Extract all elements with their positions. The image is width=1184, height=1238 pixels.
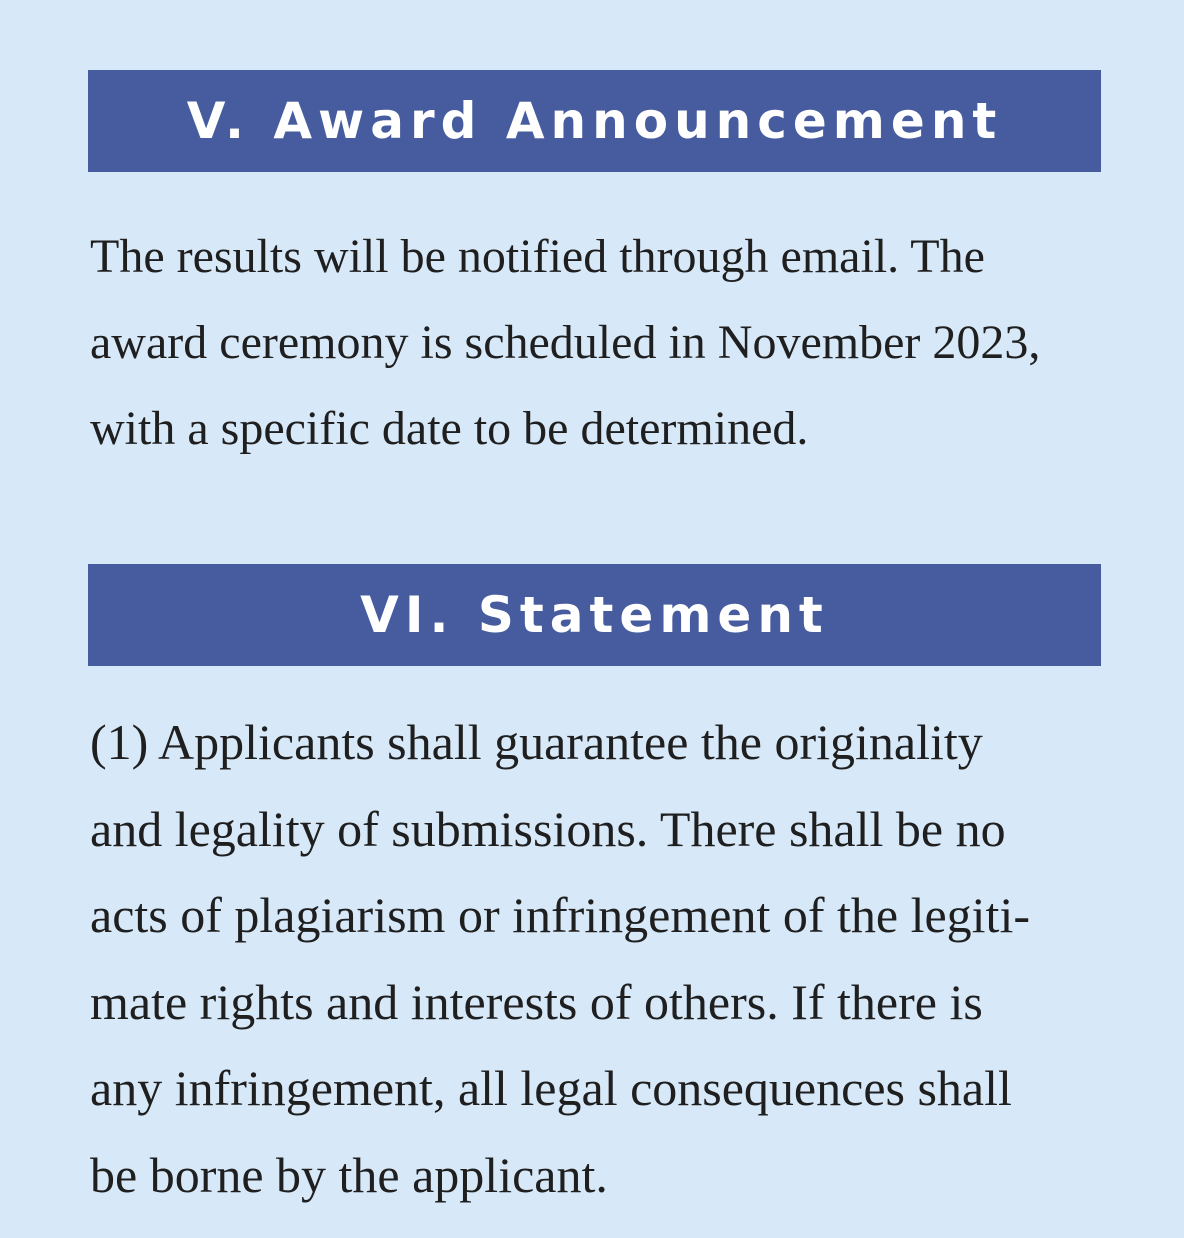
section-heading-award-announcement [88, 70, 1101, 172]
paragraph-line: award ceremony is scheduled in November 2023, [90, 316, 1041, 369]
paragraph-line: acts of plagiarism or infringement of the legiti- [90, 887, 1030, 943]
paragraph-line: with a specific date to be determined. [90, 402, 809, 455]
paragraph-line: The results will be notified through email. The [90, 230, 985, 283]
paragraph-line: mate rights and interests of others. If there is [90, 973, 983, 1030]
paragraph-line: be borne by the applicant. [90, 1146, 608, 1203]
paragraph-line: any infringement, all legal consequences shall [90, 1060, 1012, 1116]
statement-paragraph [90, 699, 1120, 1218]
paragraph-line: and legality of submissions. There shall be no [90, 800, 1006, 857]
section-heading-text: V. Award Announcement [186, 92, 1003, 150]
section-heading-statement [88, 564, 1101, 666]
award-announcement-paragraph [90, 214, 1120, 472]
paragraph-line: (1) Applicants shall guarantee the originality [90, 714, 983, 770]
section-heading-text: VI. Statement [360, 586, 829, 644]
